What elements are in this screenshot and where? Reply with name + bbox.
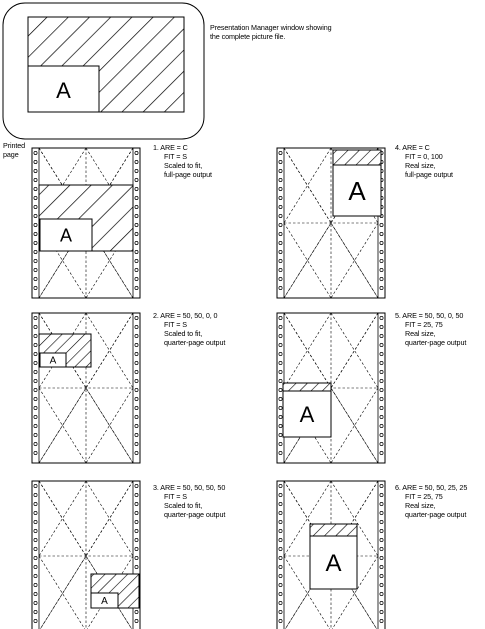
sprocket-hole xyxy=(135,442,138,445)
sprocket-hole xyxy=(135,187,138,190)
sprocket-hole xyxy=(380,424,383,427)
sprocket-hole xyxy=(380,610,383,613)
sprocket-hole xyxy=(34,601,37,604)
printed-picture-a-letter: A xyxy=(101,596,108,608)
sprocket-hole xyxy=(380,433,383,436)
example-1-label xyxy=(153,143,212,179)
sprocket-hole xyxy=(135,361,138,364)
sprocket-hole xyxy=(34,268,37,271)
sprocket-hole xyxy=(279,601,282,604)
sprocket-hole xyxy=(380,565,383,568)
sprocket-hole xyxy=(34,583,37,586)
example-4-line2: FIT = 0, 100 xyxy=(405,152,443,161)
sprocket-hole xyxy=(135,379,138,382)
printed-page-5 xyxy=(277,313,385,463)
sprocket-hole xyxy=(279,316,282,319)
sprocket-hole xyxy=(135,388,138,391)
picture-a-letter: A xyxy=(56,78,71,103)
sprocket-hole xyxy=(279,205,282,208)
example-1-line3: Scaled to fit, xyxy=(164,161,203,170)
sprocket-hole xyxy=(135,334,138,337)
sprocket-hole xyxy=(135,286,138,289)
sprocket-hole xyxy=(279,520,282,523)
sprocket-hole xyxy=(135,277,138,280)
example-4-line3: Real size, xyxy=(405,161,436,170)
sprocket-hole xyxy=(34,277,37,280)
sprocket-hole xyxy=(380,406,383,409)
sprocket-hole xyxy=(380,379,383,382)
example-5-line2: FIT = 25, 75 xyxy=(405,320,443,329)
sprocket-hole xyxy=(380,388,383,391)
example-6-line2: FIT = 25, 75 xyxy=(405,492,443,501)
sprocket-hole xyxy=(279,583,282,586)
example-3-label xyxy=(153,483,225,519)
sprocket-hole xyxy=(279,397,282,400)
sprocket-hole xyxy=(135,493,138,496)
printed-pages xyxy=(32,148,385,629)
sprocket-hole xyxy=(135,370,138,373)
sprocket-hole xyxy=(34,520,37,523)
sprocket-hole xyxy=(34,433,37,436)
sprocket-hole xyxy=(34,529,37,532)
sprocket-hole xyxy=(380,232,383,235)
sprocket-hole xyxy=(279,334,282,337)
sprocket-hole xyxy=(135,232,138,235)
example-6-line3: Real size, xyxy=(405,501,436,510)
printed-page-label-line1: Printed xyxy=(3,141,26,150)
sprocket-hole xyxy=(135,547,138,550)
sprocket-hole xyxy=(279,502,282,505)
sprocket-hole xyxy=(380,352,383,355)
sprocket-hole xyxy=(279,241,282,244)
printed-picture-a-letter: A xyxy=(49,355,57,367)
sprocket-hole xyxy=(135,424,138,427)
sprocket-hole xyxy=(279,151,282,154)
sprocket-hole xyxy=(135,529,138,532)
sprocket-hole xyxy=(34,511,37,514)
sprocket-hole xyxy=(135,433,138,436)
sprocket-hole xyxy=(34,151,37,154)
sprocket-hole xyxy=(34,325,37,328)
sprocket-hole xyxy=(34,343,37,346)
example-5-line3: Real size, xyxy=(405,329,436,338)
sprocket-hole xyxy=(380,484,383,487)
sprocket-hole xyxy=(135,325,138,328)
printed-page-label-line2: page xyxy=(3,150,19,159)
sprocket-hole xyxy=(34,619,37,622)
sprocket-hole xyxy=(135,484,138,487)
sprocket-hole xyxy=(380,451,383,454)
sprocket-hole xyxy=(279,370,282,373)
sprocket-hole xyxy=(34,178,37,181)
sprocket-hole xyxy=(34,187,37,190)
sprocket-hole xyxy=(279,433,282,436)
pm-window xyxy=(3,3,204,139)
sprocket-hole xyxy=(34,484,37,487)
sprocket-hole xyxy=(34,232,37,235)
sprocket-hole xyxy=(34,574,37,577)
example-2-label xyxy=(153,311,225,347)
sprocket-hole xyxy=(380,592,383,595)
sprocket-hole xyxy=(34,259,37,262)
sprocket-hole xyxy=(135,352,138,355)
example-2-line3: Scaled to fit, xyxy=(164,329,203,338)
sprocket-hole xyxy=(380,325,383,328)
sprocket-hole xyxy=(34,565,37,568)
sprocket-hole xyxy=(135,451,138,454)
sprocket-hole xyxy=(279,565,282,568)
window-caption-line1: Presentation Manager window showing xyxy=(210,23,332,32)
sprocket-hole xyxy=(135,178,138,181)
sprocket-hole xyxy=(279,379,282,382)
sprocket-hole xyxy=(279,388,282,391)
sprocket-hole xyxy=(380,343,383,346)
sprocket-hole xyxy=(34,610,37,613)
sprocket-hole xyxy=(34,196,37,199)
sprocket-hole xyxy=(135,316,138,319)
example-3-line4: quarter-page output xyxy=(164,510,226,519)
sprocket-hole xyxy=(135,241,138,244)
sprocket-hole xyxy=(279,556,282,559)
example-6-line4: quarter-page output xyxy=(405,510,467,519)
sprocket-hole xyxy=(34,424,37,427)
sprocket-hole xyxy=(380,583,383,586)
sprocket-hole xyxy=(279,424,282,427)
sprocket-hole xyxy=(34,241,37,244)
sprocket-hole xyxy=(135,169,138,172)
printed-page-1 xyxy=(32,148,140,298)
example-1-line2: FIT = S xyxy=(164,152,187,161)
sprocket-hole xyxy=(279,415,282,418)
sprocket-hole xyxy=(380,277,383,280)
printed-picture-a-letter: A xyxy=(348,175,366,206)
sprocket-hole xyxy=(279,529,282,532)
sprocket-hole xyxy=(380,241,383,244)
sprocket-hole xyxy=(279,214,282,217)
sprocket-hole xyxy=(34,547,37,550)
sprocket-hole xyxy=(34,406,37,409)
sprocket-hole xyxy=(34,334,37,337)
sprocket-hole xyxy=(380,250,383,253)
sprocket-hole xyxy=(34,538,37,541)
example-6-line1: 6. ARE = 50, 50, 25, 25 xyxy=(395,483,468,492)
window-caption-line2: the complete picture file. xyxy=(210,32,286,41)
printed-picture-a-letter: A xyxy=(59,225,73,246)
sprocket-hole xyxy=(279,232,282,235)
example-1-line1: 1. ARE = C xyxy=(153,143,188,152)
sprocket-hole xyxy=(380,619,383,622)
example-3-line3: Scaled to fit, xyxy=(164,501,203,510)
printed-page-6 xyxy=(277,481,385,629)
sprocket-hole xyxy=(135,250,138,253)
sprocket-hole xyxy=(135,406,138,409)
sprocket-hole xyxy=(34,286,37,289)
sprocket-hole xyxy=(380,538,383,541)
sprocket-hole xyxy=(135,538,138,541)
sprocket-hole xyxy=(34,415,37,418)
sprocket-hole xyxy=(380,286,383,289)
sprocket-hole xyxy=(135,205,138,208)
sprocket-hole xyxy=(279,352,282,355)
sprocket-hole xyxy=(135,160,138,163)
sprocket-hole xyxy=(279,343,282,346)
sprocket-hole xyxy=(380,223,383,226)
sprocket-hole xyxy=(279,610,282,613)
sprocket-hole xyxy=(279,196,282,199)
sprocket-hole xyxy=(135,511,138,514)
sprocket-hole xyxy=(279,574,282,577)
sprocket-hole xyxy=(279,259,282,262)
sprocket-hole xyxy=(380,259,383,262)
sprocket-hole xyxy=(380,268,383,271)
sprocket-hole xyxy=(135,259,138,262)
sprocket-hole xyxy=(380,316,383,319)
sprocket-hole xyxy=(279,484,282,487)
sprocket-hole xyxy=(135,214,138,217)
sprocket-hole xyxy=(135,556,138,559)
sprocket-hole xyxy=(135,415,138,418)
sprocket-hole xyxy=(279,187,282,190)
sprocket-hole xyxy=(279,511,282,514)
sprocket-hole xyxy=(135,343,138,346)
sprocket-hole xyxy=(34,442,37,445)
sprocket-hole xyxy=(34,214,37,217)
sprocket-hole xyxy=(135,196,138,199)
example-6-label xyxy=(395,483,467,519)
example-3-line1: 3. ARE = 50, 50, 50, 50 xyxy=(153,483,226,492)
sprocket-hole xyxy=(279,493,282,496)
sprocket-hole xyxy=(135,268,138,271)
sprocket-hole xyxy=(279,538,282,541)
printed-page-3 xyxy=(32,481,140,629)
sprocket-hole xyxy=(380,397,383,400)
sprocket-hole xyxy=(135,502,138,505)
sprocket-hole xyxy=(34,388,37,391)
sprocket-hole xyxy=(34,223,37,226)
example-1-line4: full-page output xyxy=(164,170,212,179)
sprocket-hole xyxy=(135,151,138,154)
sprocket-hole xyxy=(279,268,282,271)
sprocket-hole xyxy=(380,502,383,505)
sprocket-hole xyxy=(279,451,282,454)
sprocket-hole xyxy=(380,556,383,559)
sprocket-hole xyxy=(34,451,37,454)
example-5-line1: 5. ARE = 50, 50, 0, 50 xyxy=(395,311,464,320)
sprocket-hole xyxy=(34,556,37,559)
sprocket-hole xyxy=(34,379,37,382)
example-3-line2: FIT = S xyxy=(164,492,187,501)
sprocket-hole xyxy=(34,250,37,253)
sprocket-hole xyxy=(135,619,138,622)
sprocket-hole xyxy=(34,205,37,208)
sprocket-hole xyxy=(34,397,37,400)
sprocket-hole xyxy=(380,442,383,445)
example-5-line4: quarter-page output xyxy=(405,338,467,347)
sprocket-hole xyxy=(135,520,138,523)
example-4-label xyxy=(395,143,453,179)
sprocket-hole xyxy=(380,529,383,532)
sprocket-hole xyxy=(279,361,282,364)
example-2-line1: 2. ARE = 50, 50, 0, 0 xyxy=(153,311,218,320)
sprocket-hole xyxy=(279,592,282,595)
printed-picture-a-letter: A xyxy=(325,550,342,578)
sprocket-hole xyxy=(135,565,138,568)
printed-page-2 xyxy=(32,313,140,463)
sprocket-hole xyxy=(279,160,282,163)
example-2-line4: quarter-page output xyxy=(164,338,226,347)
sprocket-hole xyxy=(34,169,37,172)
sprocket-hole xyxy=(380,415,383,418)
sprocket-hole xyxy=(380,601,383,604)
sprocket-hole xyxy=(34,316,37,319)
sprocket-hole xyxy=(34,502,37,505)
sprocket-hole xyxy=(34,160,37,163)
example-4-line1: 4. ARE = C xyxy=(395,143,430,152)
sprocket-hole xyxy=(135,223,138,226)
sprocket-hole xyxy=(135,397,138,400)
example-5-label xyxy=(395,311,466,347)
sprocket-hole xyxy=(34,592,37,595)
sprocket-hole xyxy=(279,406,282,409)
sprocket-hole xyxy=(279,277,282,280)
printed-page-4 xyxy=(277,148,385,298)
sprocket-hole xyxy=(279,619,282,622)
sprocket-hole xyxy=(380,547,383,550)
example-2-line2: FIT = S xyxy=(164,320,187,329)
sprocket-hole xyxy=(279,286,282,289)
example-4-line4: full-page output xyxy=(405,170,453,179)
sprocket-hole xyxy=(380,361,383,364)
sprocket-hole xyxy=(34,370,37,373)
sprocket-hole xyxy=(34,493,37,496)
sprocket-hole xyxy=(380,520,383,523)
sprocket-hole xyxy=(34,352,37,355)
sprocket-hole xyxy=(380,511,383,514)
sprocket-hole xyxy=(380,493,383,496)
sprocket-hole xyxy=(279,325,282,328)
sprocket-hole xyxy=(34,361,37,364)
sprocket-hole xyxy=(135,610,138,613)
sprocket-hole xyxy=(279,442,282,445)
sprocket-hole xyxy=(380,334,383,337)
sprocket-hole xyxy=(279,547,282,550)
printed-picture-a-letter: A xyxy=(299,401,315,427)
sprocket-hole xyxy=(279,223,282,226)
sprocket-hole xyxy=(279,178,282,181)
sprocket-hole xyxy=(380,574,383,577)
sprocket-hole xyxy=(380,370,383,373)
sprocket-hole xyxy=(279,169,282,172)
sprocket-hole xyxy=(279,250,282,253)
